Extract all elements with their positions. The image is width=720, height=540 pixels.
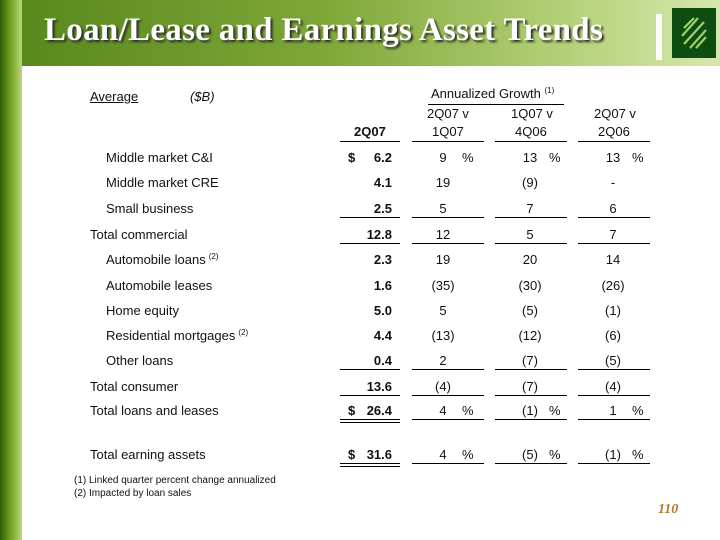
row-rule xyxy=(340,419,400,420)
row-rule xyxy=(578,419,650,420)
row-rule xyxy=(340,243,400,244)
col2-header-top: 1Q07 v xyxy=(511,106,553,121)
percent-sign: % xyxy=(462,447,474,462)
average-label: Average xyxy=(90,89,139,104)
row-label: Total consumer xyxy=(90,379,179,394)
percent-sign: % xyxy=(462,403,474,418)
row-rule xyxy=(495,419,567,420)
growth-value-col3: 1 xyxy=(609,403,617,418)
growth-value-col3: 6 xyxy=(609,201,617,216)
current-value: 4.4 xyxy=(373,328,392,343)
current-value: 2.3 xyxy=(373,252,392,267)
percent-sign: % xyxy=(632,447,644,462)
growth-value-col2: (7) xyxy=(522,353,538,368)
growth-header-rule xyxy=(428,104,564,105)
growth-value-col3: (1) xyxy=(605,303,621,318)
currency-symbol: $ xyxy=(348,150,356,165)
row-rule xyxy=(495,243,567,244)
current-value: 26.4 xyxy=(366,403,392,418)
growth-value-col1: 4 xyxy=(439,403,447,418)
row-label: Middle market CRE xyxy=(106,175,219,190)
growth-value-col3: 7 xyxy=(609,227,617,242)
growth-value-col2: (30) xyxy=(518,278,542,293)
growth-value-col1: (13) xyxy=(431,328,455,343)
growth-value-col3: (4) xyxy=(605,379,621,394)
page-title: Loan/Lease and Earnings Asset Trends xyxy=(44,12,604,48)
growth-value-col3: (1) xyxy=(605,447,621,462)
currency-symbol: $ xyxy=(348,403,356,418)
row-label: Total commercial xyxy=(90,227,188,242)
growth-value-col1: (35) xyxy=(431,278,455,293)
row-footnote-ref: (2) xyxy=(208,252,219,261)
growth-value-col1: 4 xyxy=(439,447,447,462)
row-rule xyxy=(495,463,567,464)
growth-value-col2: (7) xyxy=(522,379,538,394)
percent-sign: % xyxy=(549,150,561,165)
current-value: 12.8 xyxy=(366,227,392,242)
col1-header-bottom: 1Q07 xyxy=(432,124,464,139)
page-number: 110 xyxy=(658,502,679,517)
company-logo xyxy=(672,8,716,58)
growth-value-col1: 5 xyxy=(439,303,447,318)
header-rule-col3 xyxy=(578,141,650,142)
growth-value-col3: - xyxy=(610,175,616,190)
growth-value-col3: (6) xyxy=(605,328,621,343)
header-rule-col2 xyxy=(495,141,567,142)
row-rule xyxy=(578,369,650,370)
growth-value-col2: (12) xyxy=(518,328,542,343)
growth-value-col2: (9) xyxy=(522,175,538,190)
growth-value-col2: (1) xyxy=(522,403,538,418)
growth-value-col2: (5) xyxy=(522,447,538,462)
row-label: Small business xyxy=(106,201,194,216)
current-value: 31.6 xyxy=(366,447,392,462)
left-accent-bar xyxy=(0,0,22,540)
current-value: 5.0 xyxy=(373,303,392,318)
logo-separator xyxy=(656,14,662,60)
percent-sign: % xyxy=(632,403,644,418)
growth-value-col1: 19 xyxy=(435,175,451,190)
current-value: 13.6 xyxy=(366,379,392,394)
row-rule xyxy=(578,395,650,396)
row-label: Middle market C&I xyxy=(106,150,213,165)
current-value: 0.4 xyxy=(373,353,392,368)
row-rule xyxy=(340,369,400,370)
growth-value-col2: (5) xyxy=(522,303,538,318)
row-rule xyxy=(340,466,400,467)
percent-sign: % xyxy=(549,447,561,462)
row-label: Automobile leases xyxy=(106,278,213,293)
growth-value-col3: 14 xyxy=(605,252,621,267)
percent-sign: % xyxy=(632,150,644,165)
row-rule xyxy=(412,217,484,218)
row-rule xyxy=(412,463,484,464)
growth-value-col1: 19 xyxy=(435,252,451,267)
logo-icon xyxy=(672,8,716,58)
row-rule xyxy=(578,463,650,464)
growth-value-col3: (5) xyxy=(605,353,621,368)
row-rule xyxy=(340,422,400,423)
growth-value-col3: (26) xyxy=(601,278,625,293)
row-rule xyxy=(495,369,567,370)
row-rule xyxy=(578,217,650,218)
footnote-2: (2) Impacted by loan sales xyxy=(74,488,192,499)
growth-value-col1: 9 xyxy=(439,150,447,165)
growth-value-col1: 5 xyxy=(439,201,447,216)
current-value: 2.5 xyxy=(373,201,392,216)
row-rule xyxy=(578,243,650,244)
growth-value-col2: 20 xyxy=(522,252,538,267)
row-footnote-ref: (2) xyxy=(238,328,249,337)
growth-value-col2: 13 xyxy=(522,150,538,165)
col2-header-bottom: 4Q06 xyxy=(515,124,547,139)
row-rule xyxy=(412,419,484,420)
col3-header-bottom: 2Q06 xyxy=(598,124,630,139)
growth-value-col2: 7 xyxy=(526,201,534,216)
col1-header-top: 2Q07 v xyxy=(427,106,469,121)
row-label: Residential mortgages $^{(2)}$ xyxy=(106,328,249,343)
growth-value-col1: 2 xyxy=(439,353,447,368)
percent-sign: % xyxy=(549,403,561,418)
footnote-1: (1) Linked quarter percent change annualized xyxy=(74,475,276,486)
currency-symbol: $ xyxy=(348,447,356,462)
header-rule-col1 xyxy=(412,141,484,142)
row-rule xyxy=(340,217,400,218)
row-rule xyxy=(412,395,484,396)
row-label: Home equity xyxy=(106,303,179,318)
header-rule-current xyxy=(340,141,400,142)
row-rule xyxy=(495,217,567,218)
growth-value-col3: 13 xyxy=(605,150,621,165)
row-label: Total earning assets xyxy=(90,447,206,462)
row-rule xyxy=(340,463,400,464)
growth-value-col1: (4) xyxy=(435,379,451,394)
row-rule xyxy=(340,395,400,396)
col3-header-top: 2Q07 v xyxy=(594,106,636,121)
growth-value-col1: 12 xyxy=(435,227,451,242)
current-value: 1.6 xyxy=(373,278,392,293)
row-label: Total loans and leases xyxy=(90,403,219,418)
current-value: 6.2 xyxy=(373,150,392,165)
col-current-header: 2Q07 xyxy=(354,124,386,139)
row-rule xyxy=(495,395,567,396)
growth-header: Annualized Growth $^{(1)}$ xyxy=(431,86,555,101)
row-label: Automobile loans $^{(2)}$ xyxy=(106,252,219,267)
row-rule xyxy=(412,243,484,244)
unit-label: ($B) xyxy=(190,89,215,104)
growth-value-col2: 5 xyxy=(526,227,534,242)
row-rule xyxy=(412,369,484,370)
row-label: Other loans xyxy=(106,353,174,368)
current-value: 4.1 xyxy=(373,175,392,190)
percent-sign: % xyxy=(462,150,474,165)
